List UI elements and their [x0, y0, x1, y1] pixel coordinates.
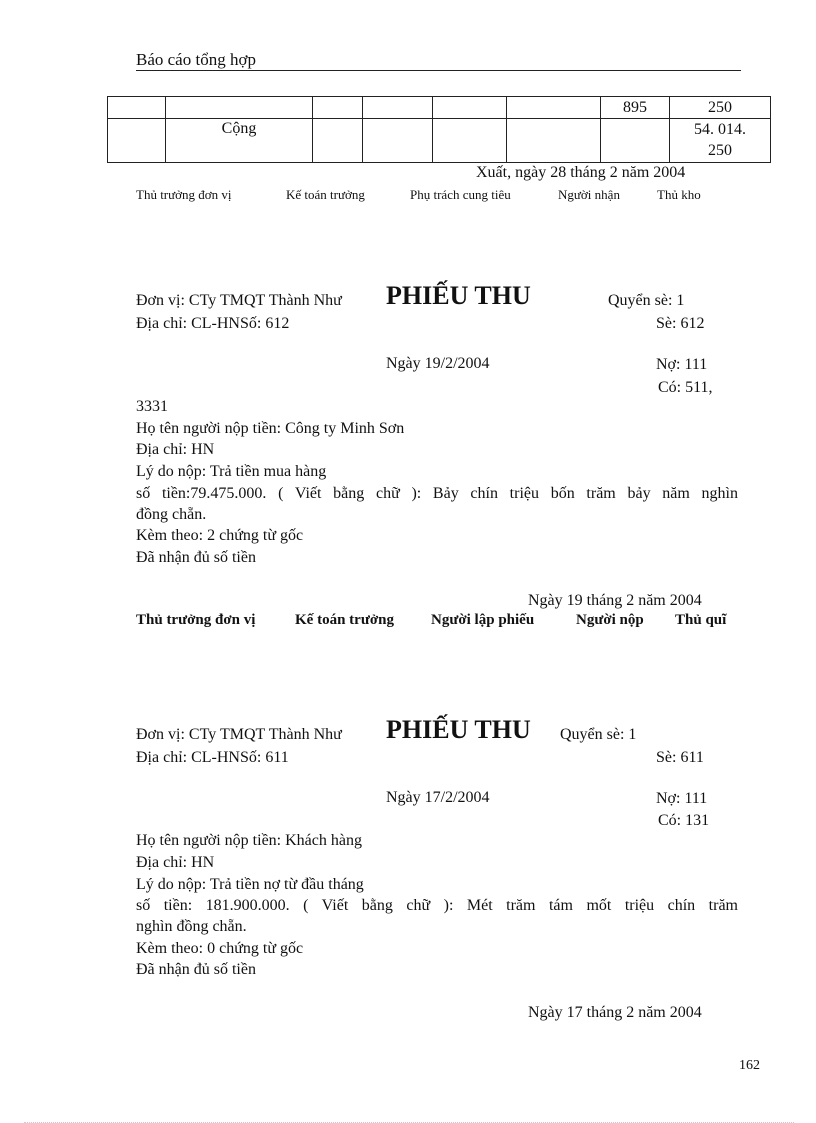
export-sign-storekeeper: Thủ kho [657, 187, 701, 202]
receipt2-credit: Có: 131 [658, 812, 710, 829]
total-value-line2: 250 [708, 142, 732, 159]
receipt1-debit: Nợ: 111 [656, 356, 708, 373]
table-row [108, 97, 771, 119]
header-divider [136, 70, 741, 71]
inventory-table [107, 96, 771, 163]
table-cell-qty: 895 [601, 97, 670, 119]
receipt1-payer: Họ tên người nộp tiền: Công ty Minh Sơn [136, 420, 405, 437]
table-cell-price: 250 [670, 97, 771, 119]
receipt1-credit-cont: 3331 [136, 398, 168, 415]
receipt2-title: PHIẾU THU [386, 715, 531, 744]
export-sign-head: Thủ trưởng đơn vị [136, 187, 232, 202]
receipt1-sign-head: Thủ trưởng đơn vị [136, 612, 256, 628]
receipt1-sign-payer: Người nộp [576, 612, 644, 628]
receipt1-title: PHIẾU THU [386, 281, 531, 310]
receipt1-book: Quyển sè: 1 [608, 292, 685, 309]
receipt2-address: Địa chỉ: CL-HNSố: 611 [136, 749, 289, 766]
receipt2-amount-line1: số tiền: 181.900.000. ( Viết bằng chữ ): Mét trăm tám mốt triệu chín trăm [136, 897, 738, 914]
receipt2-received: Đã nhận đủ số tiền [136, 961, 256, 978]
receipt1-sign-preparer: Người lập phiếu [431, 612, 535, 628]
export-sign-receiver: Người nhận [558, 187, 620, 202]
receipt2-date: Ngày 17/2/2004 [386, 789, 490, 806]
receipt1-amount-line1: số tiền:79.475.000. ( Viết bằng chữ ): Bảy chín triệu bốn trăm bảy năm nghìn [136, 485, 738, 502]
receipt2-attached: Kèm theo: 0 chứng từ gốc [136, 940, 304, 957]
receipt2-unit: Đơn vị: CTy TMQT Thành Như [136, 726, 342, 743]
receipt1-reason: Lý do nộp: Trả tiền mua hàng [136, 463, 327, 480]
export-sign-chief-accountant: Kế toán trưởng [286, 187, 365, 202]
receipt1-address: Địa chỉ: CL-HNSố: 612 [136, 315, 290, 332]
receipt1-credit: Có: 511, [658, 379, 713, 396]
receipt2-payer-address: Địa chỉ: HN [136, 854, 215, 871]
report-header-title: Báo cáo tổng hợp [136, 50, 256, 69]
receipt1-unit: Đơn vị: CTy TMQT Thành Như [136, 292, 342, 309]
receipt2-payer: Họ tên người nộp tiền: Khách hàng [136, 832, 362, 849]
table-cell-total-value [670, 119, 771, 163]
table-cell-total-label: Cộng [166, 119, 313, 163]
receipt2-sign-date: Ngày 17 tháng 2 năm 2004 [528, 1004, 702, 1021]
receipt1-date: Ngày 19/2/2004 [386, 355, 490, 372]
receipt1-sign-date: Ngày 19 tháng 2 năm 2004 [528, 592, 702, 609]
receipt1-received: Đã nhận đủ số tiền [136, 549, 256, 566]
receipt2-book: Quyển sè: 1 [560, 726, 637, 743]
receipt2-amount-line2: nghìn đồng chẵn. [136, 918, 247, 935]
receipt2-debit: Nợ: 111 [656, 790, 708, 807]
receipt1-attached: Kèm theo: 2 chứng từ gốc [136, 527, 304, 544]
table-row-total [108, 119, 771, 163]
receipt1-amount-line2: đồng chẵn. [136, 506, 207, 523]
receipt1-payer-address: Địa chỉ: HN [136, 441, 215, 458]
export-date-line: Xuất, ngày 28 tháng 2 năm 2004 [476, 164, 686, 181]
receipt1-number: Sè: 612 [656, 315, 705, 332]
page-number: 162 [739, 1058, 760, 1073]
receipt2-reason: Lý do nộp: Trả tiền nợ từ đầu tháng [136, 876, 364, 893]
receipt2-number: Sè: 611 [656, 749, 704, 766]
receipt1-sign-chief-accountant: Kế toán trưởng [295, 612, 394, 628]
export-sign-supply: Phụ trách cung tiêu [410, 187, 511, 202]
total-value-line1: 54. 014. [694, 121, 746, 138]
receipt1-sign-cashier: Thủ quĩ [675, 612, 727, 628]
